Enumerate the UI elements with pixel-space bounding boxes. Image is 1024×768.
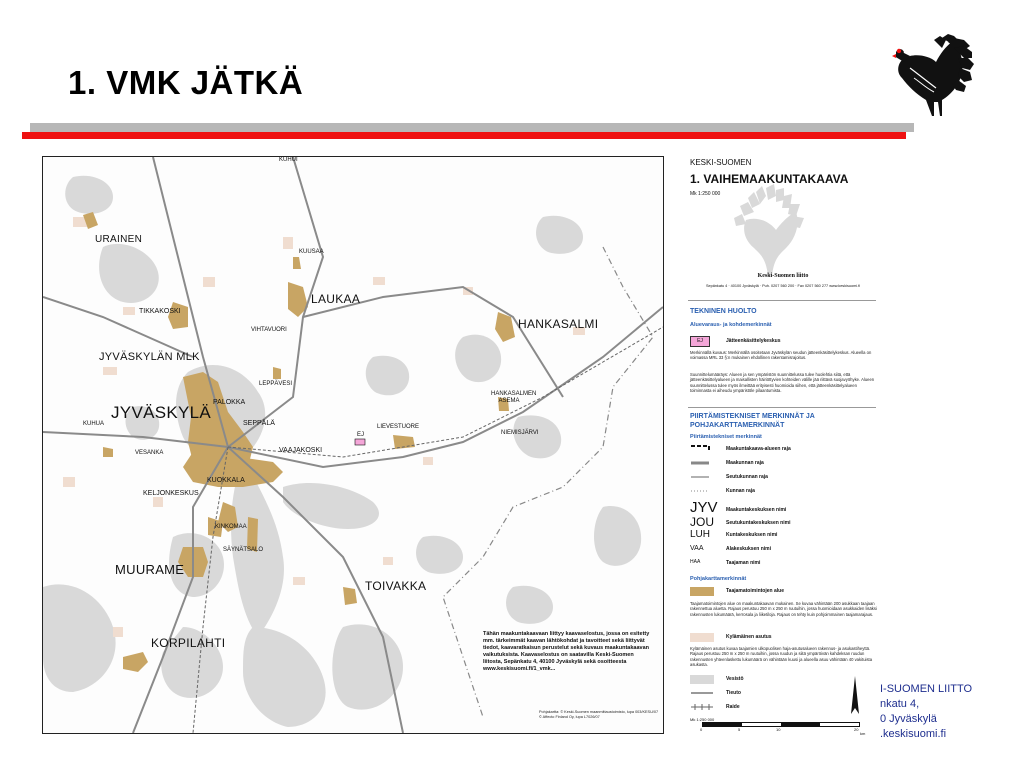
dotted-border-icon [690,486,710,496]
regional-plan-map[interactable] [42,156,664,734]
legend-line-label: Maakuntakaava-alueen raja [726,446,791,452]
map-legend [688,156,878,740]
legend-kylamainen-label: Kylämäinen asutus [726,634,772,640]
scale-tick: 0 [700,727,703,732]
place-vesanka: VESANKA [135,450,164,456]
legend-name-row [690,558,878,570]
place-keljonkeskus: KELJONKESKUS [143,490,199,497]
place-kinkomaa: KINKOMAA [215,524,247,530]
legend-scale: Mk 1:250 000 [690,191,721,197]
place-seppala: SEPPÄLÄ [243,420,275,427]
plan-notice-text: Tähän maakuntakaavaan liittyy kaavaselostus, jossa on esitetty mm. tärkeimmät kaavan lähtökohdat ja tavoitteet sekä liittyvät tiedot, kaavaratkaisun perustelut sekä kuvaus maakuntakaavan vaikutuksista. Kaavaselostus on saatavilla Keski-Suomen liitosta, Sepänkatu 4, 40100 Jyväskylä sekä osoitteesta www.keskisuomi.fi/1_vmk... [483,631,650,672]
legend-name-label: Kuntakeskuksen nimi [726,532,778,538]
road-line-icon [690,688,714,698]
legend-name-label: Taajaman nimi [726,560,761,566]
legend-line-row [690,472,878,484]
legend-name-row [690,516,878,530]
dash-border-icon [690,444,710,454]
taajama-swatch-icon [690,587,714,596]
contact-line: nkatu 4, [880,698,920,710]
legend-taajama-label: Taajamatoimintojen alue [726,588,784,594]
title-underline-gray [30,123,914,132]
slide-title: 1. VMK JÄTKÄ [68,64,304,101]
legend-waste-para2: Suunnittelumääräys: Alueen ja sen ympäristön suunnittelussa tulee huolehtia siitä, että jätteenkäsittelyalueen ja maisallisten häiriöttyvien kohteiden välille jää riittävä suojavyöhyke. Alueen suunnittelussa tulee myös ilmeittää erityisesti huomioida siihen, että jätteenkäsittelyalueen toiminnasta ei aiheudu ympäristöle pilaantumista. [690,372,875,394]
scale-tick: 20 [854,727,859,732]
place-palokka: PALOKKA [213,399,246,406]
place-leppavesi: LEPPÄVESI [259,381,293,387]
legend-name-symbol: JYV [690,499,718,516]
legend-divider [688,300,876,301]
place-muurame: MUURAME [115,562,185,577]
legend-org: Keski-Suomen liitto [757,273,809,279]
legend-capercaillie-icon [726,184,810,280]
contact-info [880,682,1024,742]
legend-line-row [690,486,878,498]
north-arrow-icon [850,676,860,716]
legend-section-tech: TEKNINEN HUOLTO [690,308,757,315]
legend-name-symbol: VAA [690,545,704,552]
place-korpilahti: KORPILAHTI [151,636,226,650]
legend-line-row [690,444,878,456]
legend-name-row [690,544,878,556]
legend-section-draft: PIIRTÄMISTEKNISET MERKINNÄT JA POHJAKARTTAMERKINNÄT [690,413,815,429]
legend-name-row [690,500,878,516]
map-copyright: Pohjakartta: © Keski-Suomen maanmittaustoimisto, lupa 003/KESU/07 © Affecto Finland Oy, lupa L7026/07 [539,710,659,719]
legend-taajama-para: Taajamatoimintojen alue on maakuntakaavan mukainen. Se kuvaa vähintään 200 asukkaan taajaan rakennettua aluetta. Rajaus perustuu 250 m x 250 m ruutuihin, jossa huomioidaan asukkaiden lisäksi rakennusten lukumäärä, kerrosala ja liiketiloja. Rajaus on tehty kuin pohjoimmainen taajamarajaus. [690,601,877,617]
legend-line-label: Kunnan raja [726,488,755,494]
place-niemisjarvi: NIEMISJÄRVI [501,430,539,436]
scale-bar [702,722,860,727]
place-hankasalmen-asema: HANKASALMEN ASEMA [491,391,537,404]
water-swatch-icon [690,675,714,684]
legend-supertitle: KESKI-SUOMEN [690,158,752,167]
legend-scale-small: Mk 1:250 000 [690,717,715,722]
legend-waste-symbol [690,336,720,346]
place-jyvaskyla: JYVÄSKYLÄ [111,403,212,422]
legend-divider [688,407,876,408]
legend-name-label: Maakuntakeskuksen nimi [726,507,787,513]
place-urainen: URAINEN [95,234,143,245]
place-kuusaa: KUUSAA [299,249,324,255]
legend-line-label: Seutukunnan raja [726,474,768,480]
legend-line-label: Maakunnan raja [726,460,764,466]
scale-tick: 10 [776,727,781,732]
place-lievestuore: LIEVESTUORE [377,424,420,430]
kylamainen-swatch-icon [690,633,714,642]
contact-line: 0 Jyväskylä [880,713,937,725]
legend-name-label: Seutukuntakeskuksen nimi [726,520,791,526]
title-underline-red [22,132,906,139]
place-vihtavuori: VIHTAVUORI [251,327,287,333]
legend-waste-para1: Merkinnällä kuvaus: Merkinnällä osoitetaan Jyväskylän seudun jätteenkäsittelykeskus. Alueella on voimassa MRL 33 §:n mukainen ehdollinen rakentamisrajoitus. [690,350,872,361]
contact-line[interactable]: .keskisuomi.fi [880,728,947,740]
legend-kylamainen-row [690,632,878,644]
waste-center-marker[interactable] [355,439,365,445]
legend-waste-label: Jätteenkäsittelykeskus [726,338,781,344]
legend-base-label: Vesistö [726,676,744,682]
legend-waste-row [690,336,878,348]
legend-line-row [690,458,878,470]
scale-tick: 5 [738,727,741,732]
legend-base-label: Raide [726,704,740,710]
legend-name-symbol: HAA [690,559,701,565]
rail-line-icon [690,702,714,712]
place-vaajakoski: VAAJAKOSKI [279,447,323,454]
place-kuokkala: KUOKKALA [207,477,245,484]
place-kuhui: KUHUI [279,157,298,163]
place-toivakka: TOIVAKKA [365,579,427,593]
contact-line: I-SUOMEN LIITTO [880,683,973,695]
place-laukaa: LAUKAA [311,292,361,306]
thick-border-icon [690,458,710,468]
legend-name-symbol: JOU [690,515,714,529]
legend-kylamainen-para: Kylämäinen asutus kuvaa taajamien ulkopuolisen haja-asutusalueen rakennus- ja asukastiheyttä. Rajaus perustuu 250 m x 250 m ruutuihin, jossa ruudun ja siitä ympäröivän kahdeksan ruudun rakennusten yhteenlaskettu lukumäärä on vähintään kuusi ja alueella asuu vähintään 40 vakituista asukasta. [690,646,873,668]
legend-base-label: Tieuto [726,690,741,696]
place-hankasalmi: HANKASALMI [518,317,599,331]
place-saynatsalo: SÄYNÄTSALO [223,547,264,553]
legend-title: 1. VAIHEMAAKUNTAKAAVA [690,172,849,186]
place-kuhua: KUHUA [83,421,105,427]
thin-border-icon [690,472,710,482]
legend-name-row [690,530,878,542]
legend-name-label: Alakeskuksen nimi [726,546,772,552]
legend-sub-base: Pohjakarttamerkinnät [690,576,747,582]
legend-taajama-row [690,586,878,598]
place-tikkakoski: TIKKAKOSKI [139,308,181,315]
legend-name-symbol: LUH [690,529,711,540]
waste-center-code: EJ [357,432,365,438]
legend-address: Sepänkatu 4 · 40100 Jyväskylä · Puh. 0207 560 200 · Fax 0207 560 277 www.keskisuomi.fi [705,284,861,288]
legend-sub-area: Aluevaraus- ja kohdemerkinnät [690,322,772,328]
legend-waste-code: EJ [690,336,710,347]
legend-sub-draft: Piirtämistekniset merkinnät [690,434,762,440]
scale-unit: km [860,731,866,736]
place-jyvaskylan-mlk: JYVÄSKYLÄN MLK [99,351,200,363]
capercaillie-logo-icon [888,34,974,118]
